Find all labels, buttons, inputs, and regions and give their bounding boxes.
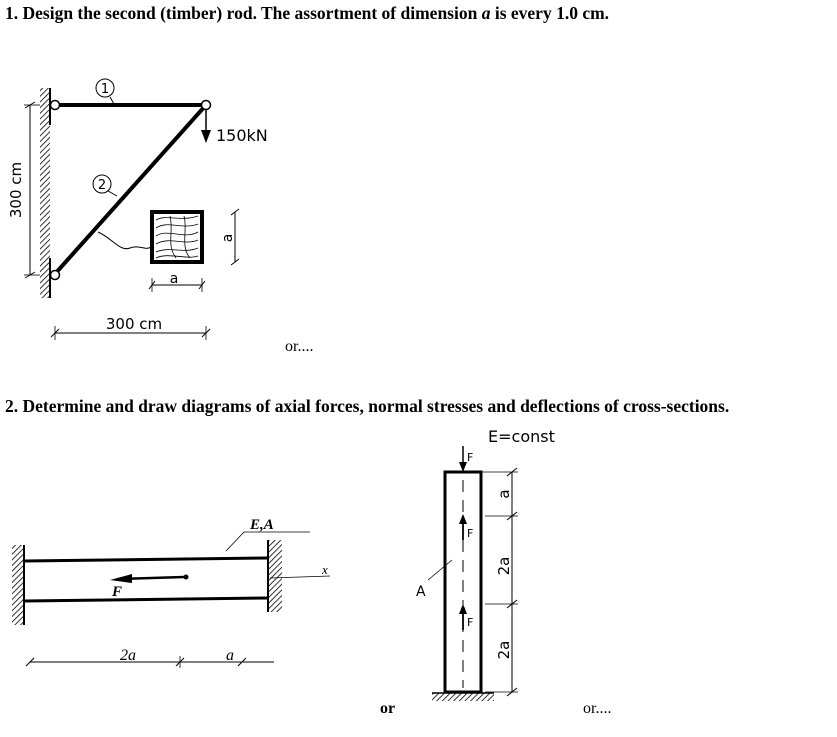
beam-len-right-label: a (226, 647, 234, 664)
task2-or-label-1: or (380, 700, 396, 717)
beam-force-point (184, 575, 189, 580)
beam-x-label: x (322, 562, 328, 577)
task1-heading-suffix: is every 1.0 cm. (490, 3, 610, 23)
column-dim-top-label: a (495, 489, 513, 499)
beam-bottom-edge (24, 598, 268, 601)
timber-section-outline (152, 212, 202, 262)
column-low-force-point (461, 607, 465, 611)
timber-section (98, 212, 202, 262)
height-label: 300 cm (7, 161, 25, 219)
column-mid-force-point (461, 518, 465, 522)
task1-heading-variable: a (481, 3, 491, 23)
rod-1-label: 1 (100, 82, 110, 97)
joint-right (202, 101, 211, 110)
load-arrow-head (201, 130, 211, 143)
beam-ea-label: E,A (250, 517, 274, 533)
load-label: 150kN (216, 126, 268, 145)
column-figure (416, 427, 555, 701)
beam-right-wall (268, 540, 282, 612)
joint-bottom-left (51, 271, 60, 280)
section-height-label: a (220, 233, 236, 243)
column-top-force-label: F (467, 451, 474, 464)
column-dim-mid-label: 2a (495, 556, 513, 576)
rod-2-leader (108, 191, 117, 196)
beam-top-edge (24, 558, 268, 561)
column-dim-bot-label: 2a (495, 640, 513, 660)
beam-figure (12, 517, 330, 668)
rod-1-leader (110, 97, 114, 104)
timber-leader (98, 232, 152, 249)
e-const-label: E=const (488, 427, 555, 446)
beam-left-wall (12, 545, 24, 625)
column-area-label: A (416, 584, 426, 600)
section-width-label: a (169, 271, 179, 287)
column-low-force-label: F (467, 616, 474, 629)
beam-force-head (110, 574, 132, 583)
column-mid-force-label: F (467, 527, 474, 540)
beam-force-label: F (112, 584, 123, 600)
truss-figure (7, 79, 268, 340)
width-label: 300 cm (105, 315, 163, 333)
task1-heading-prefix: 1. Design the second (timber) rod. The assortment of dimension (5, 3, 482, 23)
beam-len-left-label: 2a (120, 647, 136, 664)
column-ground (432, 693, 494, 701)
task1-or-label: or.... (285, 338, 314, 355)
truss-wall (40, 88, 50, 298)
rod-2-label: 2 (97, 178, 107, 193)
task2-heading: 2. Determine and draw diagrams of axial forces, normal stresses and deflections of cross-sections. (5, 396, 730, 416)
joint-top-left (51, 101, 60, 110)
task2-or-label-2: or.... (583, 700, 612, 717)
